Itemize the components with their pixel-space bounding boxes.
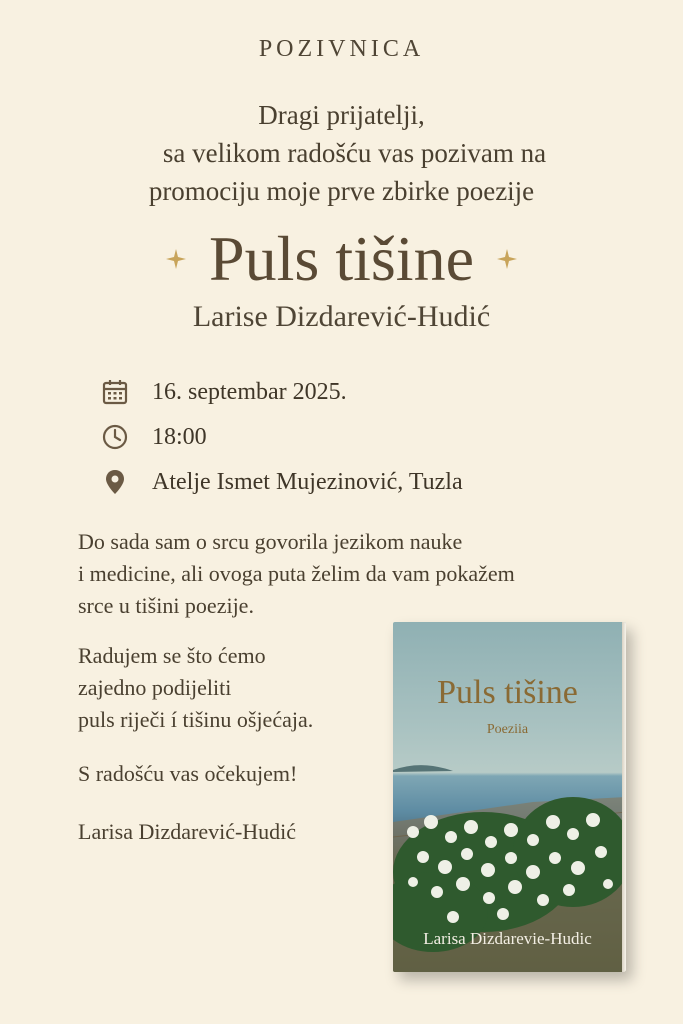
paragraph-1-line-2: i medicine, ali ovoga puta želim da vam pokažem [78,561,515,586]
invitation-heading: POZIVNICA [258,36,425,62]
paragraph-2-line-2: zajedno podijeliti [78,675,232,700]
greeting [0,96,683,210]
calendar-icon [100,377,130,407]
book-pages-edge [622,622,626,972]
greeting-line-3: promociju moje prve zbirke poezije [148,176,535,206]
event-time: 18:00 [152,423,207,450]
event-location: Atelje Ismet Mujezinović, Tuzla [152,468,463,495]
paragraph-1-line-3: srce u tišini poezije. [78,593,254,618]
sparkle-icon [496,248,518,270]
paragraph-1-line-1: Do sada sam o srcu govorila jezikom nauke [78,529,463,554]
signature: Larisa Dizdarević-Hudić [78,819,297,844]
book-cover-title: Puls tišine [437,674,578,711]
book-cover-subtitle: Poeziia [486,722,529,737]
greeting-line-1: Dragi prijatelji, [258,100,425,130]
sparkle-icon [165,248,187,270]
book-cover [393,622,626,972]
event-details [100,372,463,507]
book-title: Puls tišine [209,223,474,294]
event-date: 16. septembar 2025. [152,378,347,405]
date-row [100,372,463,412]
book-cover-author: Larisa Dizdarevie-Hudic [423,929,592,948]
greeting-line-2: sa velikom radošću vas pozivam na [162,138,547,168]
title-row [0,222,683,296]
author-name: Larise Dizdarević-Hudić [192,300,491,333]
paragraph-2-line-3: puls riječi í tišinu ošjećaja. [78,707,314,732]
paragraph-2-line-1: Radujem se što ćemo [78,643,266,668]
paragraph-2 [78,640,313,736]
location-row [100,462,463,502]
location-pin-icon [100,467,130,497]
closing-line: S radošću vas očekujem! [78,761,298,786]
paragraph-1 [78,526,515,622]
time-row [100,417,463,457]
clock-icon [100,422,130,452]
